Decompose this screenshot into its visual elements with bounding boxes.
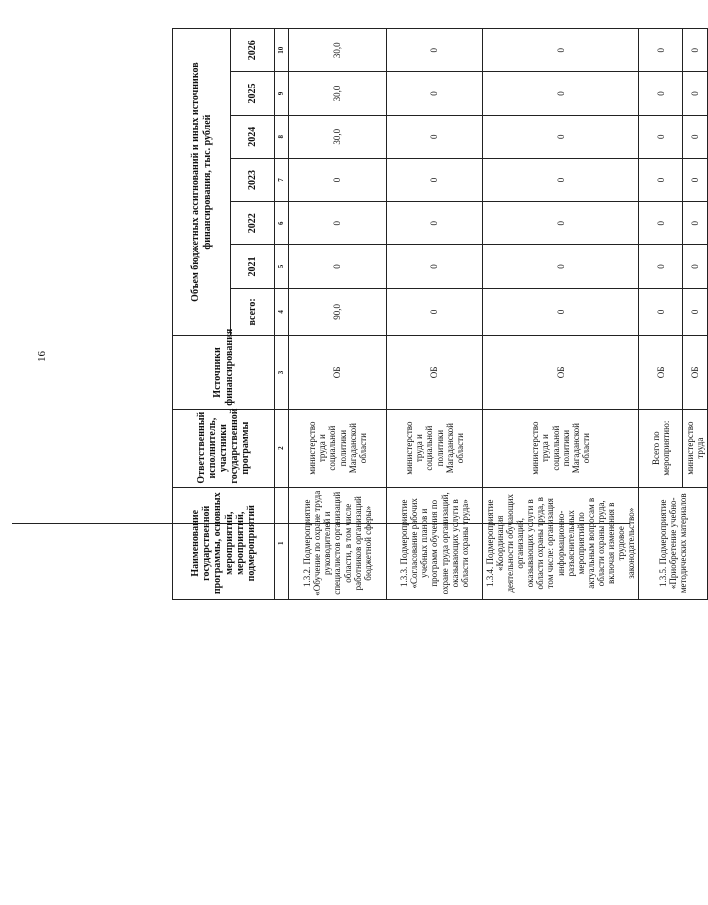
- funding-table: [172, 28, 708, 600]
- cell-value: 0: [387, 115, 483, 158]
- header-executor: Ответственный исполнитель, участники государственной программы: [173, 409, 275, 487]
- row-source: ОБ: [483, 336, 639, 410]
- cell-total: 90,0: [289, 288, 387, 336]
- page-divider-line: [12, 523, 630, 524]
- cell-value: 0: [639, 202, 683, 245]
- cell-total: 0: [683, 288, 708, 336]
- cell-value: 0: [387, 202, 483, 245]
- cell-value: 0: [483, 202, 639, 245]
- header-year: 2023: [231, 158, 275, 201]
- cell-value: 0: [483, 29, 639, 72]
- cell-value: 0: [639, 29, 683, 72]
- header-year: 2026: [231, 29, 275, 72]
- header-funding: Объем бюджетных ассигнований и иных источников финансирования, тыс. рублей: [173, 29, 231, 336]
- header-total: всего:: [231, 288, 275, 336]
- header-year: 2021: [231, 245, 275, 288]
- cell-value: 0: [683, 29, 708, 72]
- cell-total: 0: [483, 288, 639, 336]
- column-number: 5: [275, 245, 289, 288]
- table-row: [387, 29, 483, 600]
- cell-value: 0: [483, 72, 639, 115]
- cell-value: 0: [639, 158, 683, 201]
- cell-value: 0: [289, 202, 387, 245]
- column-number: 2: [275, 409, 289, 487]
- cell-value: 0: [289, 158, 387, 201]
- row-executor: министерство труда и социальной политики Магаданской области: [289, 409, 387, 487]
- header-year: 2025: [231, 72, 275, 115]
- cell-value: 30,0: [289, 29, 387, 72]
- cell-value: 0: [683, 202, 708, 245]
- cell-value: 30,0: [289, 72, 387, 115]
- row-executor: министерство труда и социальной политики Магаданской области: [387, 409, 483, 487]
- rotated-table-container: [172, 0, 706, 596]
- cell-value: 0: [639, 72, 683, 115]
- table-row: [289, 29, 387, 600]
- row-source: ОБ: [683, 336, 708, 410]
- header-name: Наименование государственной программы, основных мероприятий, мероприятий, подмероприятий: [173, 487, 275, 599]
- header-year: 2022: [231, 202, 275, 245]
- cell-value: 0: [683, 158, 708, 201]
- column-number: 4: [275, 288, 289, 336]
- row-name: 1.3.3. Подмероприятие «Согласование рабочих учебных планов и программ обучения по охране труда организаций, оказывающих услуги в области охраны труда»: [387, 487, 483, 599]
- row-source: ОБ: [639, 336, 683, 410]
- row-source: ОБ: [289, 336, 387, 410]
- cell-value: 0: [289, 245, 387, 288]
- header-sources: Источники финансирования: [173, 336, 275, 410]
- header-year: 2024: [231, 115, 275, 158]
- column-number: 7: [275, 158, 289, 201]
- cell-value: 0: [483, 115, 639, 158]
- cell-total: 0: [387, 288, 483, 336]
- table-row: [639, 29, 683, 600]
- row-executor: министерство труда и социальной политики Магаданской области: [483, 409, 639, 487]
- cell-value: 0: [683, 72, 708, 115]
- cell-value: 0: [387, 158, 483, 201]
- row-executor: министерство труда: [683, 409, 708, 487]
- column-number: 10: [275, 29, 289, 72]
- cell-value: 0: [683, 245, 708, 288]
- column-number: 3: [275, 336, 289, 410]
- cell-value: 0: [483, 158, 639, 201]
- page-number: 16: [36, 351, 48, 362]
- column-number: 6: [275, 202, 289, 245]
- cell-value: 0: [483, 245, 639, 288]
- table-row: [483, 29, 639, 600]
- column-number: 1: [275, 487, 289, 599]
- row-name: 1.3.2. Подмероприятие «Обучение по охране труда руководителей и специалистов организаций области, в том числе работников организаций бюджетной сферы»: [289, 487, 387, 599]
- cell-value: 30,0: [289, 115, 387, 158]
- column-number-row: [275, 29, 289, 600]
- cell-value: 0: [387, 29, 483, 72]
- cell-value: 0: [683, 115, 708, 158]
- row-source: ОБ: [387, 336, 483, 410]
- column-number: 9: [275, 72, 289, 115]
- cell-total: 0: [639, 288, 683, 336]
- cell-value: 0: [387, 245, 483, 288]
- row-name: 1.3.5. Подмероприятие «Приобретение учебно-методических материалов: [639, 487, 708, 599]
- row-executor: Всего по мероприятию:: [639, 409, 683, 487]
- column-number: 8: [275, 115, 289, 158]
- cell-value: 0: [639, 245, 683, 288]
- cell-value: 0: [639, 115, 683, 158]
- row-name: 1.3.4. Подмероприятие «Координация деятельности обучающих организаций, оказывающих услуги в области охраны труда, в том числе: организация информационно-разъяснительных мероприятий по актуальным вопросам в области охраны труда, включая изменения в трудовое законодательство»: [483, 487, 639, 599]
- cell-value: 0: [387, 72, 483, 115]
